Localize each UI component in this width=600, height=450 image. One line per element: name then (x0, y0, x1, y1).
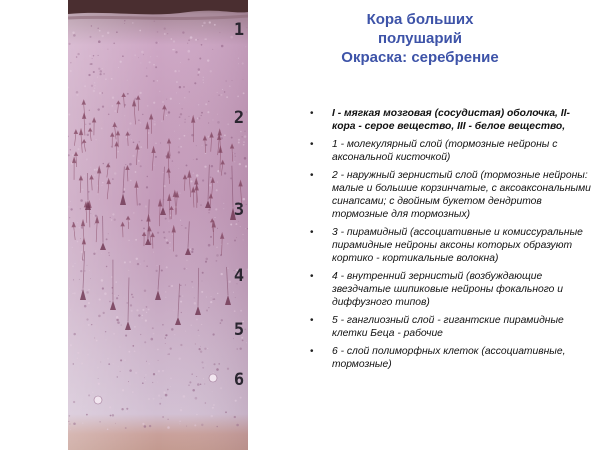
legend-text: I - мягкая мозговая (сосудистая) оболочка, II- кора - серое вещество, III - белое вещество, (332, 108, 570, 132)
layer-label-2: 2 (233, 108, 245, 128)
layer-label-1: 1 (233, 20, 245, 40)
layer-label-3: 3 (233, 200, 245, 220)
title-line-1: Кора больших (366, 11, 474, 28)
legend-text: 6 - слой полиморфных клеток (ассоциативные, тормозные) (332, 346, 566, 370)
slide-title (300, 10, 540, 67)
cortex-micrograph (68, 0, 248, 450)
legend-item-layer-5 (302, 314, 592, 340)
legend-text: 3 - пирамидный (ассоциативные и комиссуральные пирамидные нейроны аксоны которых образуют кортико - кортикальные волокна) (332, 227, 583, 264)
legend-item-overview (302, 107, 592, 133)
layer-legend-list (302, 107, 592, 376)
legend-text: 4 - внутренний зернистый (возбуждающие звездчатые шипиковые нейроны фокального и диффузного типов) (332, 271, 563, 308)
legend-item-layer-4 (302, 270, 592, 309)
legend-item-layer-3 (302, 226, 592, 265)
legend-text: 2 - наружный зернистый слой (тормозные нейроны: малые и большие корзинчатые, с аксоаксональными синапсами; с двойным букетом дендритов тормозные для тормозных) (332, 170, 591, 220)
layer-label-6: 6 (233, 370, 245, 390)
legend-text: 5 - ганглиозный слой - гигантские пирамидные клетки Беца - рабочие (332, 315, 564, 339)
legend-item-layer-2 (302, 169, 592, 221)
layer-label-4: 4 (233, 266, 245, 286)
legend-item-layer-1 (302, 138, 592, 164)
title-line-2: полушарий (378, 30, 462, 47)
layer-label-5: 5 (233, 320, 245, 340)
title-line-3: Окраска: серебрение (341, 49, 499, 66)
legend-item-layer-6 (302, 345, 592, 371)
micrograph-image (68, 0, 248, 450)
legend-text: 1 - молекулярный слой (тормозные нейроны с аксональной кисточкой) (332, 139, 558, 163)
